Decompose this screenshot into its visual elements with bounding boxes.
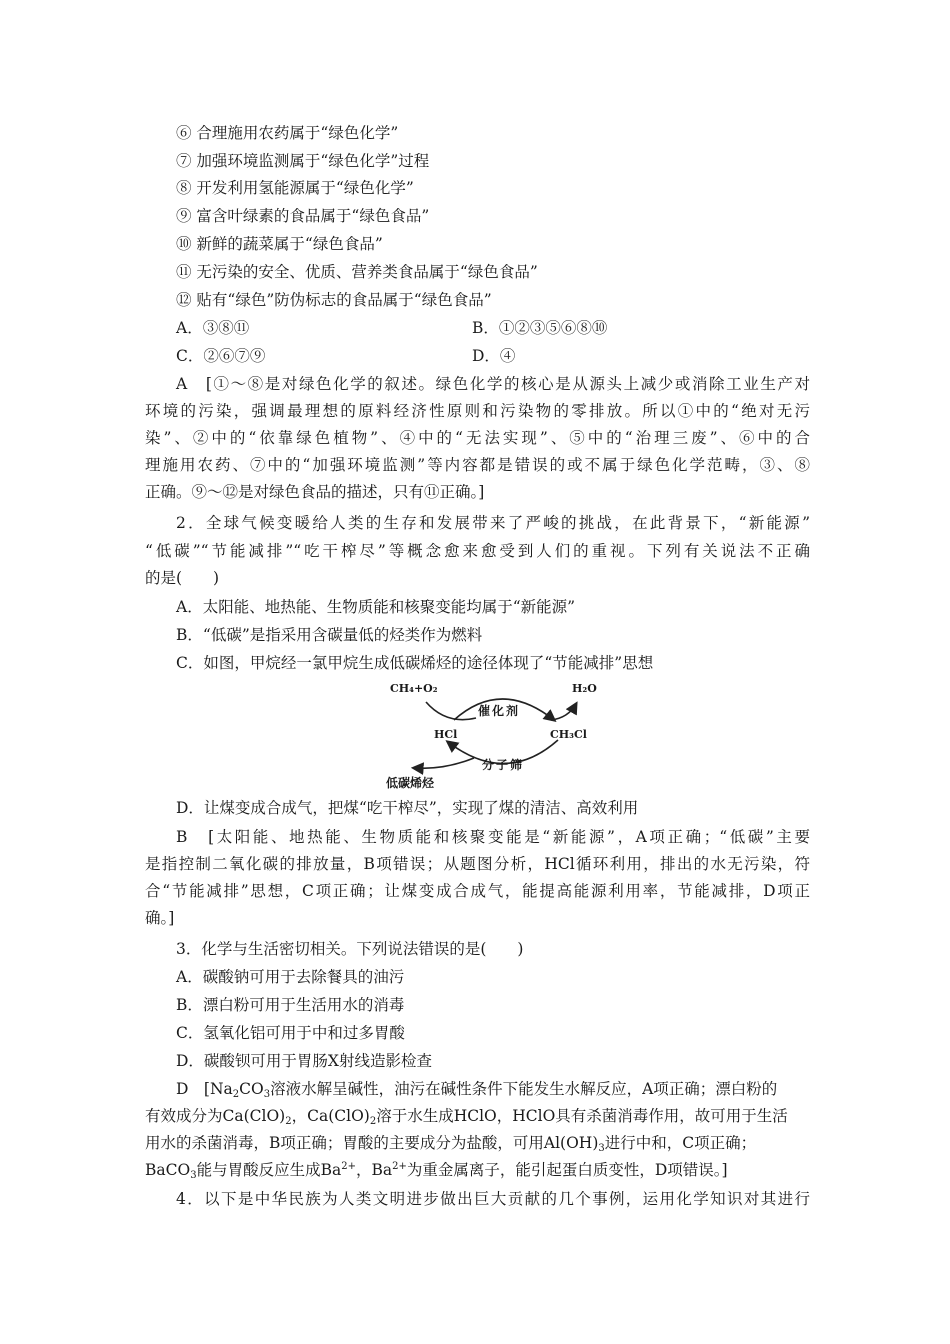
q2-answer-line-2: 是指控制二氧化碳的排放量，B项错误；从题图分析，HCl循环利用，排出的水无污染，符 <box>145 855 810 873</box>
q2-stem-line-2: “低碳”“节能减排”“吃干榨尽”等概念愈来愈受到人们的重视。下列有关说法不正确 <box>145 542 810 560</box>
q1-option-10: ⑩ 新鲜的蔬菜属于“绿色食品” <box>176 235 383 253</box>
q3-answer-line-2 <box>145 1105 810 1127</box>
label-hcl: HCl <box>434 728 458 741</box>
q2-answer-line-4: 确。] <box>145 909 175 927</box>
q3-choice-b: B．漂白粉可用于生活用水的消毒 <box>176 996 405 1014</box>
arrow-water-out <box>551 704 576 720</box>
q1-choice-row-1 <box>176 317 841 339</box>
q1-option-6: ⑥ 合理施用农药属于“绿色化学” <box>176 124 399 142</box>
q3-answer-line-4 <box>145 1159 810 1181</box>
q3-answer-text: 溶于水生成HClO，HClO具有杀菌消毒作用，故可用于生活 <box>376 1107 788 1125</box>
q1-answer-line-4: 理施用农药、⑦中的“加强环境监测”等内容都是错误的或不属于绿色化学范畴，③、⑧ <box>145 456 810 474</box>
q1-option-7: ⑦ 加强环境监测属于“绿色化学”过程 <box>176 152 430 170</box>
q1-choice-c: C．②⑥⑦⑨ <box>176 347 266 365</box>
q3-answer-text: ，Ca(ClO) <box>291 1107 370 1125</box>
q1-option-9: ⑨ 富含叶绿素的食品属于“绿色食品” <box>176 207 430 225</box>
q1-option-11: ⑪ 无污染的安全、优质、营养类食品属于“绿色食品” <box>176 263 538 281</box>
subscript: 3 <box>263 1089 271 1100</box>
q3-answer-text: 有效成分为Ca(ClO) <box>145 1107 286 1125</box>
q1-choice-row-2 <box>176 345 841 367</box>
subscript: 2 <box>369 1116 377 1127</box>
subscript: 3 <box>598 1143 605 1154</box>
q3-answer-line-1 <box>176 1078 810 1100</box>
reaction-cycle-diagram <box>386 680 616 792</box>
q1-answer-line-5: 正确。⑨～⑫是对绿色食品的描述，只有⑪正确。] <box>145 483 485 501</box>
q1-answer-line-2: 环境的污染，强调最理想的原料经济性原则和污染物的零排放。所以①中的“绝对无污 <box>145 402 810 420</box>
q2-choice-b: B．“低碳”是指采用含碳量低的烃类作为燃料 <box>176 626 483 644</box>
q3-answer-text: ，Ba <box>355 1161 393 1179</box>
q1-answer-line-1: A [①～⑧是对绿色化学的叙述。绿色化学的核心是从源头上减少或消除工业生产对 <box>176 375 810 393</box>
label-ch3cl: CH₃Cl <box>550 728 587 741</box>
label-sieve: 分子筛 <box>482 758 525 772</box>
q3-stem: 3．化学与生活密切相关。下列说法错误的是( ) <box>176 940 524 958</box>
label-catalyst: 催化剂 <box>478 704 521 718</box>
q1-choice-a: A．③⑧⑪ <box>176 319 250 337</box>
q2-choice-c: C．如图，甲烷经一氯甲烷生成低碳烯烃的途径体现了“节能减排”思想 <box>176 654 654 672</box>
q3-answer-text: 用水的杀菌消毒，B项正确；胃酸的主要成分为盐酸，可用Al(OH) <box>145 1134 599 1152</box>
label-olefin: 低碳烯烃 <box>386 776 435 790</box>
arrow-reactant-in <box>426 702 476 720</box>
q2-choice-a: A．太阳能、地热能、生物质能和核聚变能均属于“新能源” <box>176 598 576 616</box>
q2-stem-line-3: 的是( ) <box>145 569 220 587</box>
q2-choice-d: D．让煤变成合成气，把煤“吃干榨尽”，实现了煤的清洁、高效利用 <box>176 799 639 817</box>
q3-choice-d: D．碳酸钡可用于胃肠X射线造影检查 <box>176 1052 432 1070</box>
subscript: 2 <box>232 1089 240 1100</box>
label-reactant: CH₄+O₂ <box>390 682 438 695</box>
superscript: 2+ <box>392 1161 407 1172</box>
q3-choice-c: C．氢氧化铝可用于中和过多胃酸 <box>176 1024 405 1042</box>
subscript: 3 <box>190 1170 197 1181</box>
label-water: H₂O <box>572 682 597 695</box>
q1-choice-b: B．①②③⑤⑥⑧⑩ <box>472 319 608 337</box>
q3-answer-text: 为重金属离子，能引起蛋白质变性，D项错误。] <box>406 1161 728 1179</box>
q3-answer-text: BaCO <box>145 1161 191 1179</box>
q1-answer-line-3: 染”、②中的“依靠绿色植物”、④中的“无法实现”、⑤中的“治理三废”、⑥中的合 <box>145 429 810 447</box>
superscript: 2+ <box>341 1161 356 1172</box>
q3-answer-text: 能与胃酸反应生成Ba <box>196 1161 342 1179</box>
q3-answer-text: D [Na <box>176 1080 233 1098</box>
q3-answer-text: 溶液水解呈碱性，油污在碱性条件下能发生水解反应，A项正确；漂白粉的 <box>270 1080 778 1098</box>
q2-answer-line-3: 合“节能减排”思想，C项正确；让煤变成合成气，能提高能源利用率，节能减排，D项正 <box>145 882 810 900</box>
q1-option-8: ⑧ 开发利用氢能源属于“绿色化学” <box>176 179 414 197</box>
q3-answer-text: 进行中和，C项正确； <box>604 1134 757 1152</box>
subscript: 2 <box>285 1116 292 1127</box>
q2-stem-line-1: 2．全球气候变暖给人类的生存和发展带来了严峻的挑战，在此背景下，“新能源” <box>176 514 810 532</box>
q4-stem-line-1: 4．以下是中华民族为人类文明进步做出巨大贡献的几个事例，运用化学知识对其进行 <box>176 1190 810 1208</box>
q3-answer-line-3 <box>145 1132 810 1154</box>
q1-choice-d: D．④ <box>472 347 516 365</box>
q3-answer-text: CO <box>239 1080 264 1098</box>
arrow-olefin-out <box>414 758 474 768</box>
q1-option-12: ⑫ 贴有“绿色”防伪标志的食品属于“绿色食品” <box>176 291 492 309</box>
q2-answer-line-1: B [太阳能、地热能、生物质能和核聚变能是“新能源”，A项正确；“低碳”主要 <box>176 828 810 846</box>
q3-choice-a: A．碳酸钠可用于去除餐具的油污 <box>176 968 405 986</box>
